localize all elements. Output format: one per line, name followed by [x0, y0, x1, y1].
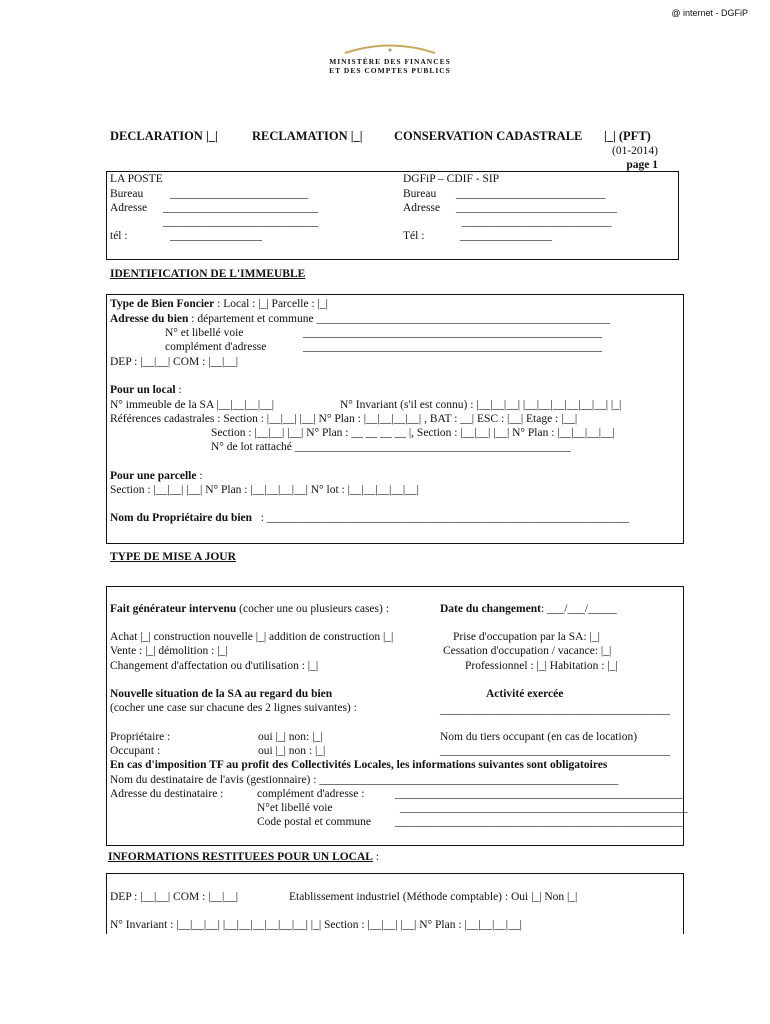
lot-rattache-field[interactable]: N° de lot rattaché ________________________________________________ — [211, 441, 571, 453]
right-adresse-field2[interactable]: __________________________ — [462, 216, 612, 228]
fait-generateur-label: Fait générateur intervenu — [110, 603, 237, 615]
right-bureau-label: Bureau — [403, 188, 437, 200]
right-tel-field[interactable]: ________________ — [460, 230, 552, 242]
tf-obligatoire-title: En cas d'imposition TF au profit des Collectivités Locales, les informations suivantes sont obligatoires — [110, 759, 608, 771]
info-dep-com-fields[interactable]: DEP : |__|__| COM : |__|__| — [110, 891, 239, 903]
conservation-label: CONSERVATION CADASTRALE — [394, 129, 583, 143]
date-changement-row[interactable] — [440, 603, 617, 615]
professionnel-habitation-options[interactable]: Professionnel : |_| Habitation : |_| — [465, 660, 618, 672]
pour-local-label: Pour un local — [110, 384, 176, 396]
section-identification-title: IDENTIFICATION DE L'IMMEUBLE — [110, 268, 306, 280]
proprietaire-row[interactable] — [110, 512, 629, 524]
type-bien-row[interactable] — [110, 298, 328, 310]
right-tel-label: Tél : — [403, 230, 425, 242]
left-tel-label: tél : — [110, 230, 128, 242]
right-bureau-field[interactable]: __________________________ — [456, 188, 606, 200]
info-invariant-fields[interactable]: N° Invariant : |__|__|__| |__|__|__|__|__|__| |_| Section : |__|__| |__| N° Plan : |__|__|__|__| — [110, 919, 522, 931]
cessation-option[interactable]: Cessation d'occupation / vacance: |_| — [443, 645, 612, 657]
right-adresse-field[interactable]: ____________________________ — [456, 202, 617, 214]
reclamation-checkbox[interactable]: RECLAMATION |_| — [252, 129, 363, 143]
right-adresse-label: Adresse — [403, 202, 441, 214]
section-info-title: INFORMATIONS RESTITUEES POUR UN LOCAL — [108, 851, 373, 863]
page-number: page 1 — [626, 159, 658, 171]
dest-complement-field[interactable]: __________________________________________________ — [395, 788, 683, 800]
pour-parcelle-row: Pour une parcelle : — [110, 470, 203, 482]
complement-field[interactable]: ____________________________________________________ — [303, 341, 602, 353]
ministry-logo — [320, 40, 460, 75]
fait-generateur-row — [110, 603, 389, 615]
activite-exercee-label: Activité exercée — [486, 688, 564, 700]
left-adresse-label: Adresse — [110, 202, 148, 214]
dest-cp-label: Code postal et commune — [257, 816, 372, 828]
nom-tiers-label: Nom du tiers occupant (en cas de location) — [440, 731, 638, 743]
ref-cadastrales-field[interactable]: Références cadastrales : Section : |__|__| |__| N° Plan : |__|__|__|__| , BAT : __| ESC : |__| Etage : |__| — [110, 413, 578, 425]
pour-parcelle-label: Pour une parcelle — [110, 470, 197, 482]
proprietaire-oui-non[interactable]: oui |_| non: |_| — [258, 731, 323, 743]
pour-local-row: Pour un local : — [110, 384, 182, 396]
destinataire-adresse-label: Adresse du destinataire : — [110, 788, 224, 800]
fait-generateur-hint: (cocher une ou plusieurs cases) : — [236, 603, 389, 615]
dgfip-title: DGFiP – CDIF - SIP — [403, 173, 500, 185]
adresse-bien-field[interactable]: : département et commune ___________________________________________________ — [188, 313, 610, 325]
section-info-row — [108, 851, 379, 863]
cocher-hint: (cocher une case sur chacune des 2 lignes suivantes) : — [110, 702, 357, 714]
left-bureau-field[interactable]: ________________________ — [170, 188, 308, 200]
parcelle-fields[interactable]: Section : |__|__| |__| N° Plan : |__|__|__|__| N° lot : |__|__|__|__|__| — [110, 484, 419, 496]
etablissement-industriel-options[interactable]: Etablissement industriel (Méthode comptable) : Oui |_| Non |_| — [289, 891, 578, 903]
vente-options[interactable]: Vente : |_| démolition : |_| — [110, 645, 228, 657]
activite-field[interactable]: ________________________________________ — [440, 704, 670, 716]
pft-checkbox[interactable]: |_| (PFT) — [604, 129, 651, 143]
complement-label: complément d'adresse — [165, 341, 267, 353]
date-changement-field[interactable]: : ___/___/_____ — [540, 603, 617, 615]
dest-voie-field[interactable]: __________________________________________________ — [400, 802, 688, 814]
changement-option[interactable]: Changement d'affectation ou d'utilisation : |_| — [110, 660, 319, 672]
immeuble-sa-field[interactable]: N° immeuble de la SA |__|__|__|__| — [110, 399, 274, 411]
type-bien-options[interactable]: : Local : |_| Parcelle : |_| — [214, 298, 328, 310]
left-adresse-field[interactable]: ___________________________ — [163, 202, 319, 214]
achat-options[interactable]: Achat |_| construction nouvelle |_| addition de construction |_| — [110, 631, 394, 643]
proprietaire-field[interactable]: : _______________________________________________________________ — [260, 512, 630, 524]
section-maj-title: TYPE DE MISE A JOUR — [110, 551, 236, 563]
dest-cp-field[interactable]: __________________________________________________ — [395, 816, 683, 828]
invariant-field[interactable]: N° Invariant (s'il est connu) : |__|__|__| |__|__|__|__|__|__| |_| — [340, 399, 622, 411]
proprietaire-label: Nom du Propriétaire du bien — [110, 512, 253, 524]
destinataire-nom-field[interactable]: Nom du destinataire de l'avis (gestionnaire) : ____________________________________________________ — [110, 774, 619, 786]
left-bureau-label: Bureau — [110, 188, 144, 200]
proprietaire-status-label: Propriétaire : — [110, 731, 171, 743]
voie-field[interactable]: ____________________________________________________ — [303, 327, 602, 339]
type-bien-label: Type de Bien Foncier — [110, 298, 215, 310]
corner-label: @ internet - DGFiP — [671, 8, 748, 18]
section-info-colon: : — [372, 851, 380, 863]
form-date: (01-2014) — [612, 145, 658, 157]
section-plan-field[interactable]: Section : |__|__| |__| N° Plan : __ __ __ __ |, Section : |__|__| |__| N° Plan : |__|__|__|__| — [211, 427, 615, 439]
date-changement-label: Date du changement — [440, 603, 541, 615]
logo-arc-icon — [320, 40, 460, 54]
logo-line2: ET DES COMPTES PUBLICS — [329, 66, 451, 75]
prise-occupation-option[interactable]: Prise d'occupation par la SA: |_| — [453, 631, 600, 643]
adresse-bien-row[interactable] — [110, 313, 610, 325]
adresse-bien-label: Adresse du bien — [110, 313, 189, 325]
nouvelle-situation-label: Nouvelle situation de la SA au regard du bien — [110, 688, 333, 700]
dest-voie-label: N°et libellé voie — [257, 802, 333, 814]
la-poste-title: LA POSTE — [110, 173, 163, 185]
dep-com-fields[interactable]: DEP : |__|__| COM : |__|__| — [110, 356, 239, 368]
dest-complement-label: complément d'adresse : — [257, 788, 365, 800]
left-tel-field[interactable]: ________________ — [170, 230, 262, 242]
logo-line1: MINISTÈRE DES FINANCES — [329, 57, 451, 66]
occupant-oui-non[interactable]: oui |_| non : |_| — [258, 745, 326, 757]
voie-label: N° et libellé voie — [165, 327, 244, 339]
occupant-status-label: Occupant : — [110, 745, 161, 757]
declaration-checkbox[interactable]: DECLARATION |_| — [110, 129, 218, 143]
left-adresse-field2[interactable]: ___________________________ — [163, 216, 319, 228]
nom-tiers-field[interactable]: ________________________________________ — [440, 745, 670, 757]
